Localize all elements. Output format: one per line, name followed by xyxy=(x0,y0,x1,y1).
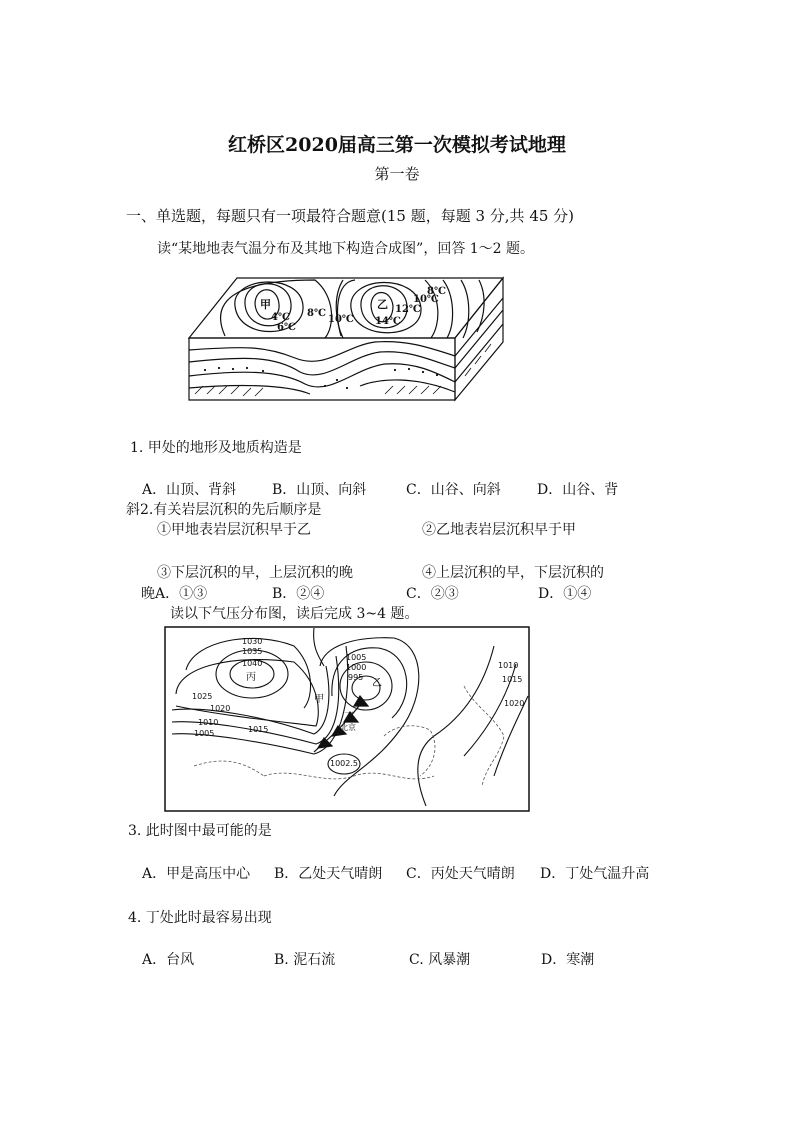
question-2-prefix: 斜 xyxy=(126,502,140,518)
figure1-label: 6℃ xyxy=(277,322,296,333)
question-2-statement-4: ④上层沉积的早，下层沉积的 xyxy=(422,565,604,581)
figure1-label: 10℃ xyxy=(413,294,439,305)
question-3-stem: 3. 此时图中最可能的是 xyxy=(128,823,272,839)
question-3-option-b: B．乙处天气晴朗 xyxy=(274,866,383,882)
place-label: 丁 xyxy=(344,712,354,723)
question-4-stem: 4. 丁处此时最容易出现 xyxy=(128,910,272,926)
figure1-label: 8℃ xyxy=(307,308,326,319)
pressure-map-figure xyxy=(164,626,530,812)
page-subtitle: 第一卷 xyxy=(374,165,420,183)
isobar-label: 1040 xyxy=(242,659,263,668)
figure2-intro: 读以下气压分布图，读后完成 3~4 题。 xyxy=(170,606,419,622)
page-title: 红桥区2020届高三第一次模拟考试地理 xyxy=(228,134,566,156)
figure1-label: 乙 xyxy=(377,298,388,311)
question-2-statement-2: ②乙地表岩层沉积早于甲 xyxy=(422,522,576,538)
question-2-option-b: B．②④ xyxy=(272,586,325,602)
question-4-option-c: C. 风暴潮 xyxy=(409,952,471,968)
question-3-option-a: A．甲是高压中心 xyxy=(142,866,251,882)
isobar-label: 1015 xyxy=(248,725,269,734)
isobar-label: 1020 xyxy=(210,704,231,713)
place-label: 北京 xyxy=(340,723,356,732)
section-heading: 一、单选题，每题只有一项最符合题意(15 题，每题 3 分,共 45 分) xyxy=(126,207,575,225)
figure1-label: 10℃ xyxy=(328,314,354,325)
isobar-label: 1030 xyxy=(242,637,263,646)
isobar-label: 1035 xyxy=(242,647,263,656)
question-2-option-d: D．①④ xyxy=(538,586,592,602)
question-2-statement-3: ③下层沉积的早，上层沉积的晚 xyxy=(157,565,353,581)
question-4-option-a: A．台风 xyxy=(142,952,195,968)
question-1-stem: 1. 甲处的地形及地质构造是 xyxy=(130,440,302,456)
figure1-label: 8℃ xyxy=(427,286,446,297)
isobar-label: 1005 xyxy=(346,653,367,662)
question-2-opt-prefix: 晚 xyxy=(141,586,155,602)
isobar-label: 1005 xyxy=(194,729,215,738)
question-1-option-d: D．山谷、背 xyxy=(537,482,619,498)
question-1-option-a: A．山顶、背斜 xyxy=(142,482,237,498)
figure1-label: 14℃ xyxy=(375,316,401,327)
block-diagram-figure xyxy=(185,276,507,402)
place-label: 甲 xyxy=(314,694,324,705)
figure1-intro: 读“某地地表气温分布及其地下构造合成图”，回答 1～2 题。 xyxy=(157,241,535,257)
isobar-label: 1000 xyxy=(346,663,367,672)
isobar-label: 1020 xyxy=(504,699,525,708)
question-2-option-c: C．②③ xyxy=(406,586,459,602)
question-2-stem: 2.有关岩层沉积的先后顺序是 xyxy=(140,502,322,518)
question-3-option-c: C．丙处天气晴朗 xyxy=(406,866,515,882)
figure1-label: 12℃ xyxy=(395,304,421,315)
question-1-option-c: C．山谷、向斜 xyxy=(406,482,501,498)
isobar-label: 1025 xyxy=(192,692,213,701)
question-2-statement-1: ①甲地表岩层沉积早于乙 xyxy=(157,522,311,538)
place-label: 乙 xyxy=(372,678,382,689)
figure1-label: 4℃ xyxy=(271,312,290,323)
isobar-label: 1010 xyxy=(498,661,519,670)
figure1-label: 甲 xyxy=(260,298,271,311)
question-2-option-a: A．①③ xyxy=(155,586,208,602)
isobar-label: 1015 xyxy=(502,675,523,684)
question-4-option-b: B. 泥石流 xyxy=(274,952,336,968)
place-label: 丙 xyxy=(246,672,256,683)
question-3-option-d: D．丁处气温升高 xyxy=(540,866,650,882)
isobar-label: 1010 xyxy=(198,718,219,727)
question-4-option-d: D．寒潮 xyxy=(541,952,595,968)
isobar-label: 995 xyxy=(348,673,364,682)
isobar-label: 1002.5 xyxy=(330,759,358,768)
question-1-option-b: B．山顶、向斜 xyxy=(272,482,367,498)
